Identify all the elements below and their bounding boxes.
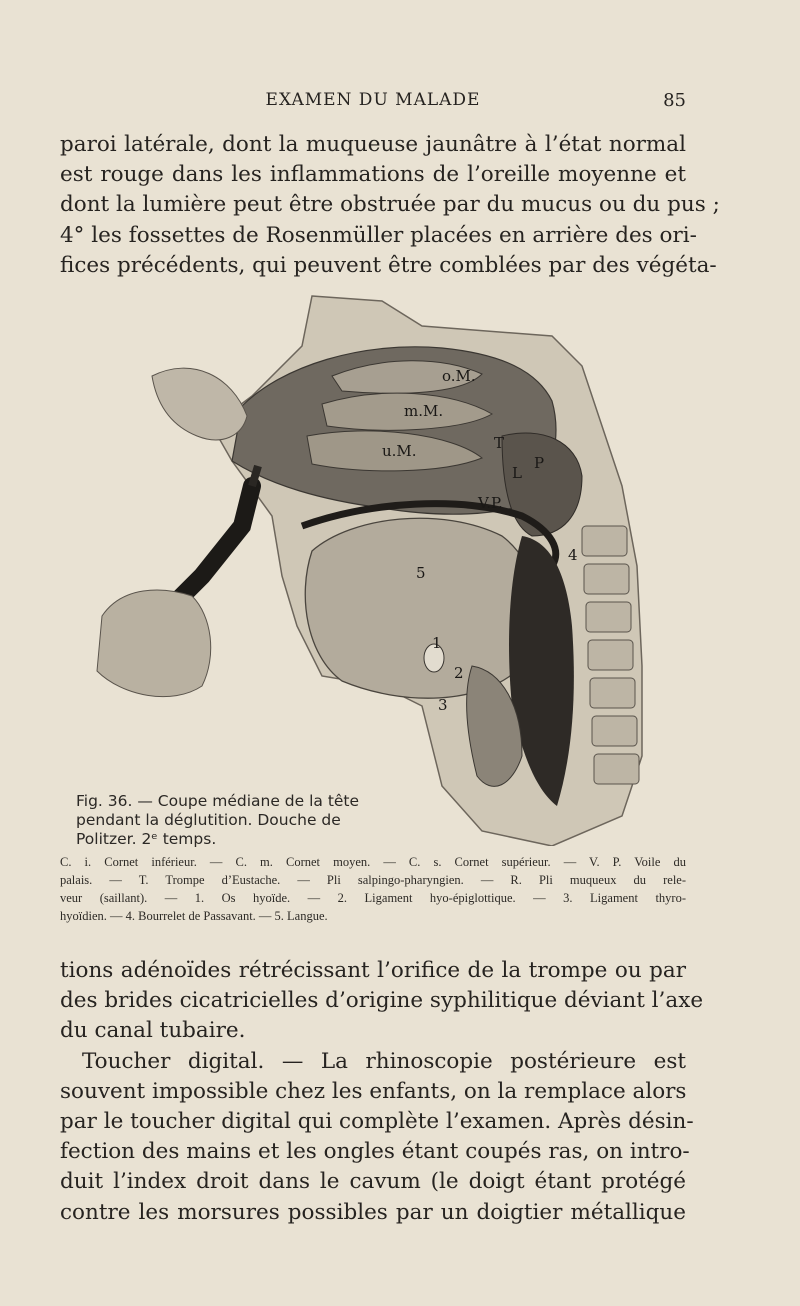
label-l: L [512, 464, 522, 482]
text-line: contre les morsures possibles par un doigtier métallique [60, 1199, 686, 1225]
label-2: 2 [454, 664, 464, 682]
caption-line: Fig. 36. — Coupe médiane de la tête [76, 792, 360, 810]
text-line: dont la lumière peut être obstruée par du mucus ou du pus ; [60, 192, 720, 218]
text-line: fection des mains et les ongles étant coupés ras, on intro- [60, 1139, 690, 1165]
text-line: du canal tubaire. [60, 1018, 246, 1044]
paragraph-top [60, 130, 720, 281]
legend-line: veur (saillant). — 1. Os hyoïde. — 2. Ligament hyo-épiglottique. — 3. Ligament thyro- [60, 891, 686, 905]
label-4: 4 [568, 546, 578, 564]
tongue [305, 518, 537, 698]
label-5: 5 [416, 564, 426, 582]
caption-line: pendant la déglutition. Douche de [76, 811, 341, 829]
text-line: tions adénoïdes rétrécissant l’orifice de la trompe ou par [60, 958, 686, 983]
text-line: souvent impossible chez les enfants, on la remplace alors [60, 1078, 687, 1104]
caption-line: Politzer. 2ᵉ temps. [76, 830, 217, 848]
running-title: EXAMEN DU MALADE [265, 90, 481, 110]
text-line: fices précédents, qui peuvent être comblées par des végéta- [60, 252, 717, 278]
text-line: est rouge dans les inflammations de l’oreille moyenne et [60, 162, 686, 188]
label-t: T [494, 434, 505, 452]
head-section-illustration [82, 286, 662, 846]
figure-caption [76, 792, 406, 849]
text-line: des brides cicatricielles d’origine syphilitique déviant l’axe [60, 988, 704, 1014]
page-number: 85 [663, 90, 686, 111]
legend-line: palais. — T. Trompe d’Eustache. — Pli salpingo-pharyngien. — R. Pli muqueux du rele- [60, 873, 686, 887]
anatomical-figure [82, 286, 662, 846]
politzer-tube [172, 486, 252, 606]
label-1: 1 [432, 634, 442, 652]
paragraph-bottom [60, 956, 704, 1228]
text-line: Toucher digital. — La rhinoscopie postérieure est [82, 1048, 686, 1074]
legend-line: hyoïdien. — 4. Bourrelet de Passavant. — 5. Langue. [60, 909, 328, 923]
hand-upper [152, 368, 247, 440]
hand-lower [97, 590, 211, 697]
text-line: 4° les fossettes de Rosenmüller placées en arrière des ori- [60, 222, 697, 248]
legend-line: C. i. Cornet inférieur. — C. m. Cornet moyen. — C. s. Cornet supérieur. — V. P. Voile du [60, 855, 686, 869]
label-p: P [534, 454, 545, 472]
label-om: o.M. [442, 367, 476, 385]
text-line: paroi latérale, dont la muqueuse jaunâtre à l’état normal [60, 132, 686, 157]
label-um: u.M. [382, 442, 417, 460]
label-3: 3 [438, 696, 448, 714]
text-line: par le toucher digital qui complète l’examen. Après désin- [60, 1109, 694, 1135]
figure-legend [60, 853, 686, 925]
text-line: duit l’index droit dans le cavum (le doigt étant protégé [60, 1169, 686, 1195]
label-vp: V.P. [478, 494, 503, 512]
label-mm: m.M. [404, 402, 444, 420]
page-header [60, 90, 686, 116]
